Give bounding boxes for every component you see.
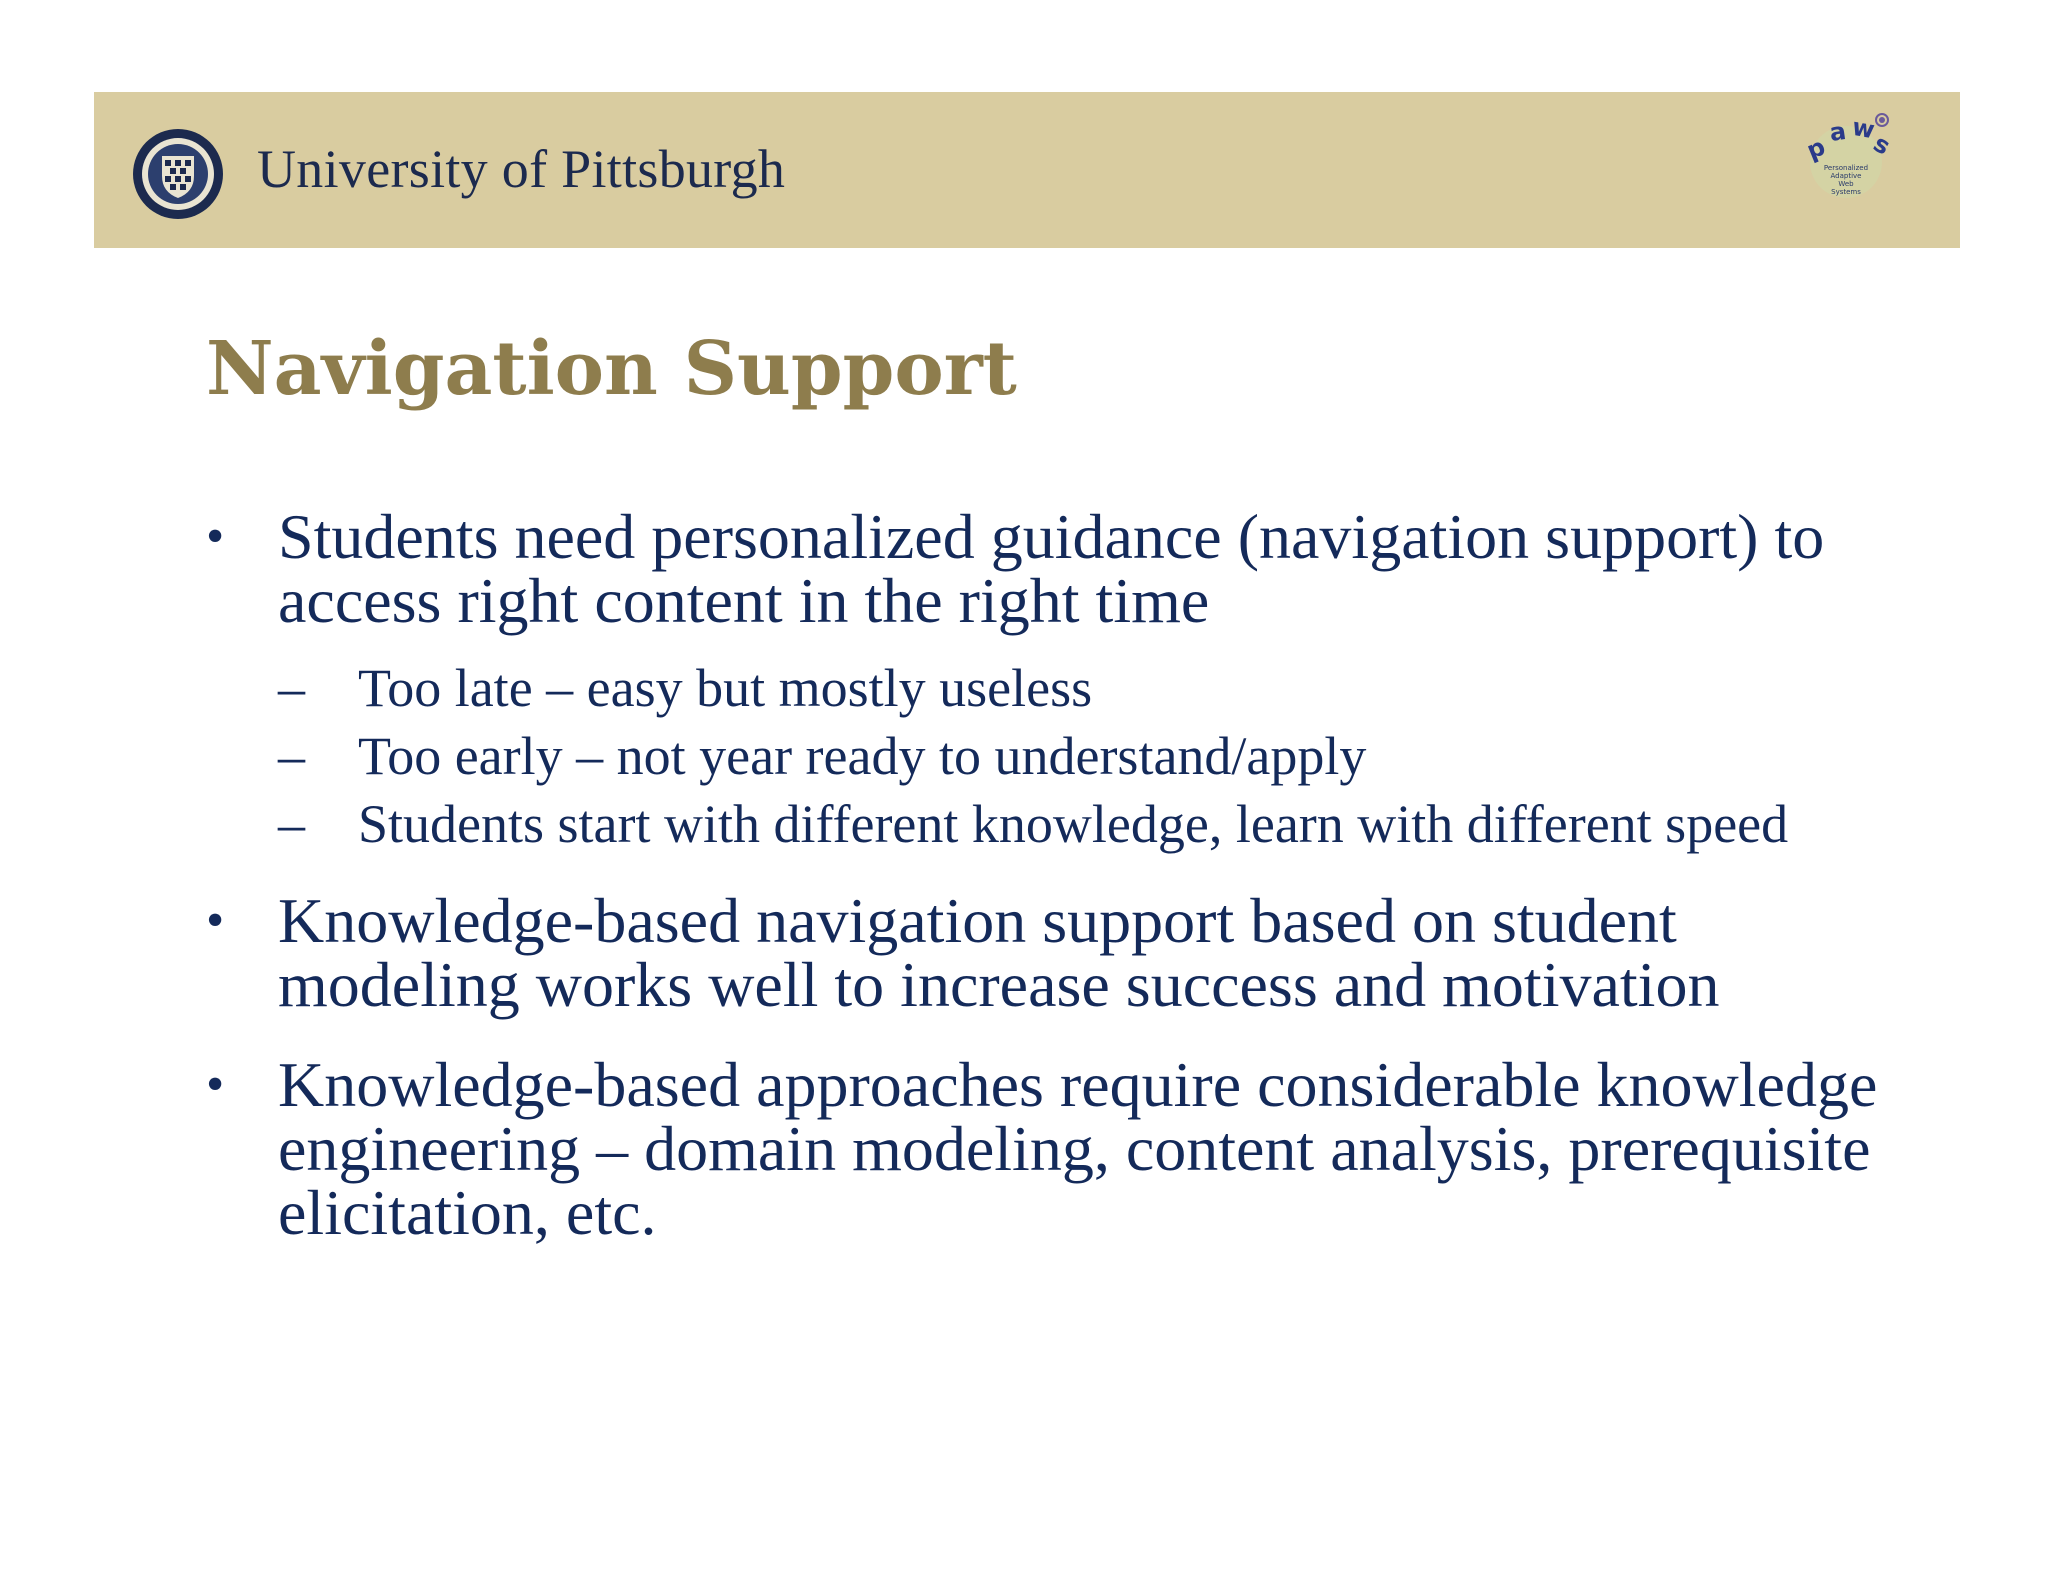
- bullet-text: Knowledge-based approaches require considerable knowledge engineering – domain modeling, content analysis, prerequisite elicitation, etc.: [278, 1049, 1878, 1248]
- bullet-item: [206, 501, 1926, 854]
- bullet-text: Students need personalized guidance (navigation support) to access right content in the right time: [278, 501, 1825, 636]
- sub-bullet-text: Too late – easy but mostly useless: [358, 658, 1093, 718]
- svg-text:s: s: [1868, 129, 1896, 161]
- svg-text:w: w: [1850, 112, 1877, 145]
- sub-bullet-item: [278, 659, 1926, 717]
- sub-bullet-item: [278, 727, 1926, 785]
- svg-text:Systems: Systems: [1831, 188, 1861, 196]
- svg-text:p: p: [1802, 132, 1830, 165]
- bullet-marker: •: [206, 892, 225, 949]
- bullet-item: [206, 885, 1926, 1020]
- paws-logo-icon: [1794, 104, 1898, 208]
- svg-text:Web: Web: [1838, 180, 1854, 188]
- sub-bullet-item: [278, 795, 1926, 853]
- sub-bullet-list: [278, 659, 1926, 853]
- header-band: [94, 92, 1960, 248]
- svg-text:Personalized: Personalized: [1823, 164, 1869, 172]
- sub-bullet-marker: –: [278, 726, 305, 786]
- slide-content: [206, 501, 1926, 1248]
- slide-title: Navigation Support: [206, 326, 1017, 412]
- sub-bullet-text: Students start with different knowledge, learn with different speed: [358, 794, 1789, 854]
- sub-bullet-marker: –: [278, 658, 305, 718]
- university-seal-icon: [132, 128, 224, 220]
- university-name: University of Pittsburgh: [257, 139, 786, 199]
- svg-text:a: a: [1827, 117, 1848, 147]
- bullet-marker: •: [206, 1056, 225, 1113]
- bullet-item: [206, 1049, 1926, 1248]
- svg-text:Adaptive: Adaptive: [1830, 172, 1862, 180]
- sub-bullet-marker: –: [278, 794, 305, 854]
- sub-bullet-text: Too early – not year ready to understand/apply: [358, 726, 1367, 786]
- bullet-marker: •: [206, 508, 225, 565]
- bullet-text: Knowledge-based navigation support based on student modeling works well to increase success and motivation: [278, 885, 1720, 1020]
